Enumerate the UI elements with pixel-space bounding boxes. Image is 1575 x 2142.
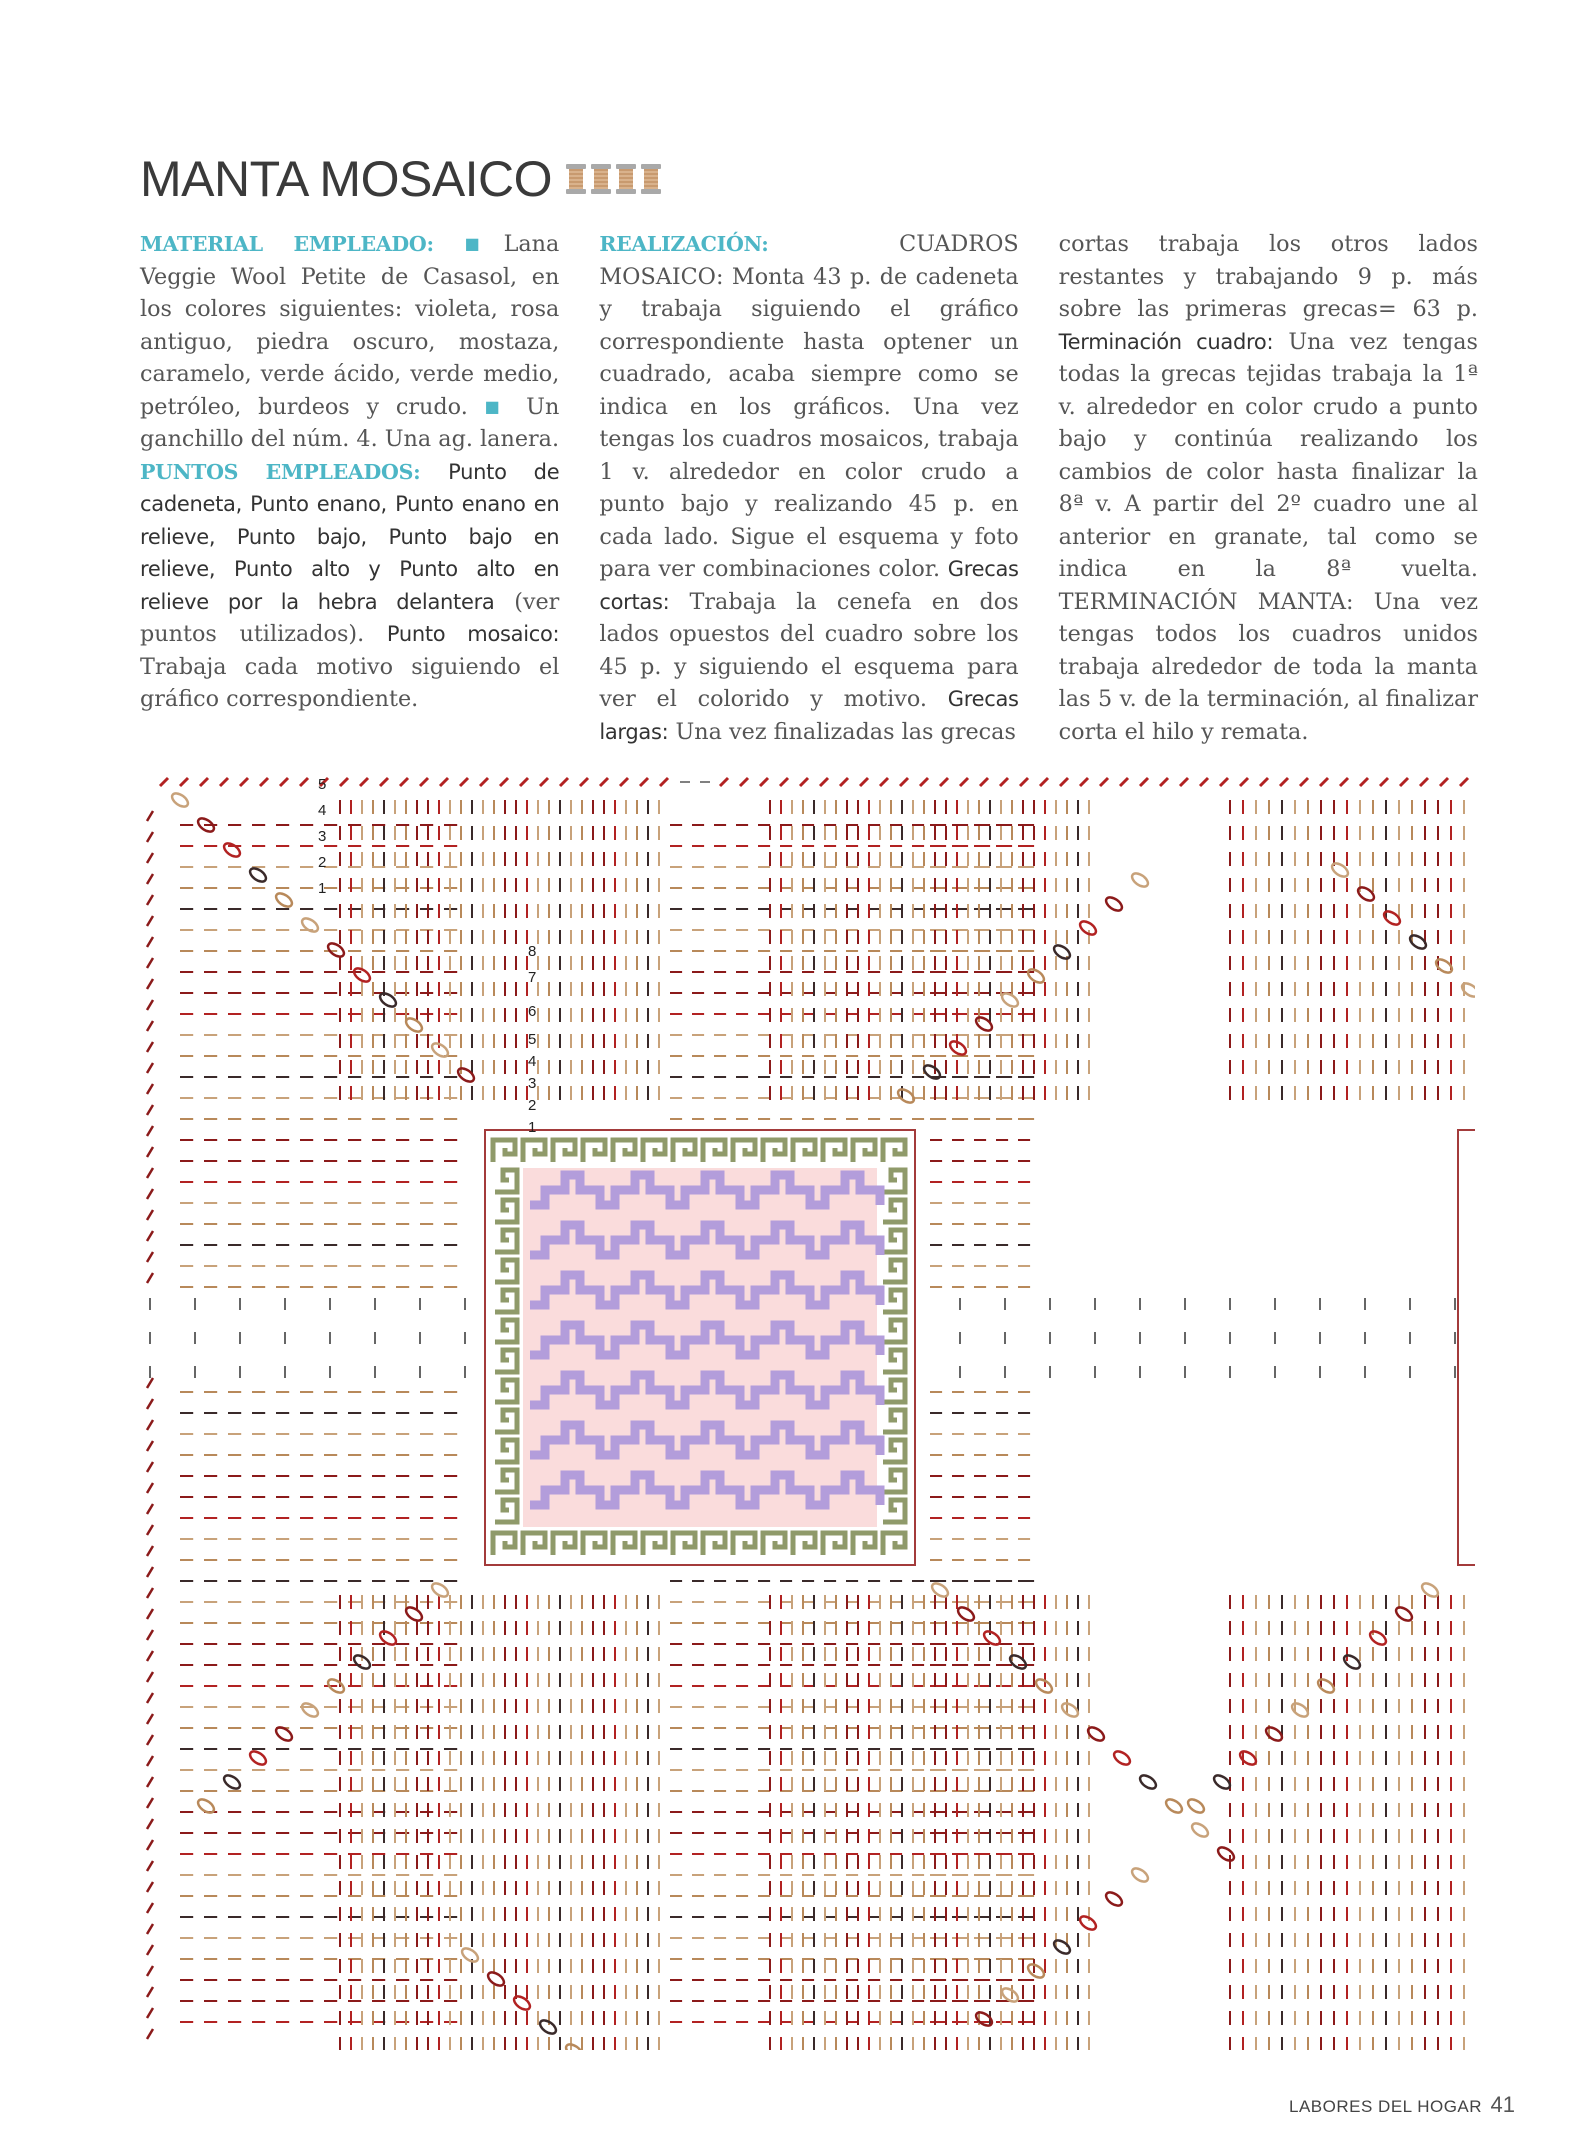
round-label-inner: 5 bbox=[528, 1031, 537, 1048]
chain-stitch bbox=[480, 778, 488, 786]
round-label-inner: 3 bbox=[528, 1075, 537, 1092]
edge-stitch bbox=[147, 1147, 153, 1157]
chain-stitch bbox=[1340, 778, 1348, 786]
chain-stitch bbox=[1040, 778, 1048, 786]
edge-stitch bbox=[147, 2008, 153, 2018]
column-2 bbox=[599, 228, 1018, 748]
chain-stitch bbox=[380, 778, 388, 786]
puff-stitch bbox=[1212, 1773, 1232, 1792]
edge-stitch bbox=[147, 1903, 153, 1913]
puff-stitch bbox=[404, 1016, 424, 1035]
puff-stitch bbox=[274, 891, 294, 910]
page-title bbox=[140, 150, 661, 208]
puff-stitch bbox=[538, 2018, 558, 2037]
edge-stitch bbox=[147, 1042, 153, 1052]
chain-stitch bbox=[860, 778, 868, 786]
material-text: Lana Veggie Wool Petite de Casasol, en los colores siguientes: violeta, rosa antiguo, piedra oscuro, mostaza, caramelo, verde ácido, verde medio, petróleo, burdeos y crudo. bbox=[140, 231, 560, 420]
chain-stitch bbox=[460, 778, 468, 786]
spool-icon bbox=[616, 164, 636, 194]
puntos-text-2: (ver puntos utilizados). bbox=[140, 588, 560, 647]
puff-stitch bbox=[1164, 1797, 1184, 1816]
chain-stitch bbox=[560, 778, 568, 786]
puff-stitch bbox=[1026, 1962, 1046, 1981]
puff-stitch bbox=[300, 1701, 320, 1720]
puff-stitch bbox=[456, 1066, 476, 1085]
puff-stitch bbox=[1078, 919, 1098, 938]
edge-stitch bbox=[147, 1987, 153, 1997]
chain-stitch bbox=[1200, 778, 1208, 786]
puff-stitch bbox=[1000, 991, 1020, 1010]
crochet-chart-svg bbox=[140, 760, 1475, 2050]
chain-stitch bbox=[620, 778, 628, 786]
edge-stitch bbox=[147, 1462, 153, 1472]
difficulty-rating bbox=[566, 164, 661, 194]
puff-stitch bbox=[352, 1653, 372, 1672]
chain-stitch bbox=[900, 778, 908, 786]
edge-stitch bbox=[147, 1126, 153, 1136]
puff-stitch bbox=[430, 1581, 450, 1600]
edge-stitch bbox=[147, 1378, 153, 1388]
page-footer bbox=[1289, 2092, 1515, 2118]
edge-stitch bbox=[147, 1861, 153, 1871]
edge-stitch bbox=[147, 895, 153, 905]
edge-stitch bbox=[147, 958, 153, 968]
chain-stitch bbox=[340, 778, 348, 786]
edge-stitch bbox=[147, 1798, 153, 1808]
realizacion-text: CUADROS MOSAICO: Monta 43 p. de cadeneta y trabaja siguiendo el gráfico correspondiente hasta optener un cuadrado, acaba siempre como se indica en los gráficos. Una vez tengas los cuadros mosaicos, trabaja 1 v. alrededor en color crudo a punto bajo y realizando 45 p. en cada lado. Sigue el esquema y foto para ver combinaciones color. bbox=[599, 231, 1019, 582]
edge-stitch bbox=[147, 1777, 153, 1787]
chain-stitch bbox=[1460, 778, 1468, 786]
material-paragraph bbox=[140, 228, 559, 456]
chain-stitch bbox=[1180, 778, 1188, 786]
chain-stitch bbox=[240, 778, 248, 786]
chain-stitch bbox=[180, 778, 188, 786]
puntos-heading: PUNTOS EMPLEADOS: bbox=[140, 459, 421, 484]
round-label-inner: 4 bbox=[528, 1053, 537, 1070]
chain-stitch bbox=[1020, 778, 1028, 786]
square-bullet-icon: ■ bbox=[464, 234, 504, 253]
chain-stitch bbox=[1160, 778, 1168, 786]
edge-stitch bbox=[147, 1882, 153, 1892]
edge-stitch bbox=[147, 1231, 153, 1241]
chain-stitch bbox=[540, 778, 548, 786]
spool-icon bbox=[641, 164, 661, 194]
puff-stitch bbox=[248, 866, 268, 885]
chain-stitch bbox=[1280, 778, 1288, 786]
chain-stitch bbox=[420, 778, 428, 786]
round-label-outer: 3 bbox=[318, 828, 327, 845]
chain-stitch bbox=[440, 778, 448, 786]
puff-stitch bbox=[1460, 981, 1475, 1000]
puff-stitch bbox=[1190, 1821, 1210, 1840]
chain-stitch bbox=[1000, 778, 1008, 786]
edge-stitch bbox=[147, 832, 153, 842]
chain-stitch bbox=[980, 778, 988, 786]
edge-stitch bbox=[147, 1483, 153, 1493]
edge-stitch bbox=[147, 1693, 153, 1703]
chain-stitch bbox=[940, 778, 948, 786]
puff-stitch bbox=[274, 1725, 294, 1744]
puff-stitch bbox=[974, 2010, 994, 2029]
puff-stitch bbox=[1130, 1866, 1150, 1885]
edge-stitch bbox=[147, 1714, 153, 1724]
edge-stitch bbox=[147, 1105, 153, 1115]
edge-stitch bbox=[147, 1441, 153, 1451]
edge-stitch bbox=[147, 1945, 153, 1955]
edge-stitch bbox=[147, 1756, 153, 1766]
puff-stitch bbox=[1078, 1914, 1098, 1933]
puff-stitch bbox=[170, 791, 190, 810]
chain-stitch bbox=[520, 778, 528, 786]
chain-stitch bbox=[720, 778, 728, 786]
chain-stitch bbox=[800, 778, 808, 786]
round-label-inner: 1 bbox=[528, 1119, 537, 1136]
chain-stitch bbox=[1420, 778, 1428, 786]
puff-stitch bbox=[1130, 871, 1150, 890]
round-label-outer: 2 bbox=[318, 854, 327, 871]
article-body bbox=[140, 228, 1478, 748]
edge-stitch bbox=[147, 1420, 153, 1430]
grecas-cortas-heading: Grecas cortas: bbox=[599, 557, 1019, 614]
magazine-name: LABORES DEL HOGAR bbox=[1289, 2097, 1483, 2116]
puff-stitch bbox=[1420, 1581, 1440, 1600]
edge-stitch bbox=[147, 1210, 153, 1220]
puff-stitch bbox=[352, 966, 372, 985]
edge-stitch bbox=[147, 1504, 153, 1514]
chain-stitch bbox=[260, 778, 268, 786]
chain-stitch bbox=[640, 778, 648, 786]
chain-stitch bbox=[1120, 778, 1128, 786]
chain-stitch bbox=[360, 778, 368, 786]
grecas-largas-text: Una vez finalizadas las grecas bbox=[675, 718, 1016, 745]
edge-stitch bbox=[147, 1063, 153, 1073]
puff-stitch bbox=[1138, 1773, 1158, 1792]
chain-stitch bbox=[1060, 778, 1068, 786]
round-label-inner: 7 bbox=[528, 969, 537, 986]
puff-stitch bbox=[1026, 967, 1046, 986]
mosaico-heading: Punto mosaico: bbox=[386, 622, 560, 646]
edge-stitch bbox=[147, 811, 153, 821]
column-1 bbox=[140, 228, 559, 748]
col3-text-2: Una vez tengas todas la grecas tejidas trabaja la 1ª v. alrededor en color crudo a punto bajo y continúa realizando los cambios de color hasta finalizar la 8ª v. A partir del 2º cuadro une al anterior en granate, tal como se indica en la 8ª vuelta. TERMINACIÓN MANTA: Una vez tengas todos los cuadros unidos trabaja alrededor de toda la manta las 5 v. de la terminación, al finalizar corta el hilo y remata. bbox=[1058, 328, 1478, 745]
round-label-inner: 2 bbox=[528, 1097, 537, 1114]
edge-stitch bbox=[147, 1630, 153, 1640]
puff-stitch bbox=[930, 1581, 950, 1600]
puff-stitch bbox=[974, 1015, 994, 1034]
page-number: 41 bbox=[1490, 2092, 1515, 2117]
material-heading: MATERIAL EMPLEADO: bbox=[140, 232, 434, 256]
chain-stitch bbox=[400, 778, 408, 786]
round-label-outer: 4 bbox=[318, 802, 327, 819]
chain-stitch bbox=[960, 778, 968, 786]
puff-stitch bbox=[1052, 1938, 1072, 1957]
chain-stitch bbox=[1400, 778, 1408, 786]
next-square-frame bbox=[1458, 1130, 1475, 1565]
chain-stitch bbox=[160, 778, 168, 786]
chain-stitch bbox=[1380, 778, 1388, 786]
chain-stitch bbox=[580, 778, 588, 786]
spool-icon bbox=[591, 164, 611, 194]
chain-stitch bbox=[1240, 778, 1248, 786]
realizacion-paragraph bbox=[599, 228, 1018, 748]
edge-stitch bbox=[147, 1651, 153, 1661]
puff-stitch bbox=[922, 1063, 942, 1082]
puff-stitch bbox=[1086, 1725, 1106, 1744]
edge-stitch bbox=[147, 1273, 153, 1283]
puntos-paragraph bbox=[140, 456, 559, 716]
edge-stitch bbox=[147, 1021, 153, 1031]
terminacion-heading: Terminación cuadro: bbox=[1058, 329, 1274, 354]
edge-stitch bbox=[147, 1609, 153, 1619]
mosaico-text: Trabaja cada motivo siguiendo el gráfico correspondiente. bbox=[140, 653, 560, 712]
title-text: MANTA MOSAICO bbox=[140, 151, 553, 207]
edge-stitch bbox=[147, 1735, 153, 1745]
puff-stitch bbox=[300, 916, 320, 935]
round-label-inner: 6 bbox=[528, 1003, 537, 1020]
col3-text-1: cortas trabaja los otros lados restantes y trabajando 9 p. más sobre las primeras grecas= 63 p. bbox=[1058, 231, 1478, 322]
puff-stitch bbox=[1186, 1797, 1206, 1816]
round-label-inner: 8 bbox=[528, 943, 537, 960]
edge-stitch bbox=[147, 937, 153, 947]
chain-stitch bbox=[500, 778, 508, 786]
edge-stitch bbox=[147, 1672, 153, 1682]
grecas-cortas-text: Trabaja la cenefa en dos lados opuestos del cuadro sobre los 45 p. y siguiendo el esquema para ver el colorido y motivo. bbox=[599, 588, 1019, 712]
edge-stitch bbox=[147, 1525, 153, 1535]
material-text-2: Un ganchillo del núm. 4. Una ag. lanera. bbox=[140, 393, 560, 452]
round-label-outer: 1 bbox=[318, 880, 327, 897]
edge-stitch bbox=[147, 1252, 153, 1262]
chain-stitch bbox=[1140, 778, 1148, 786]
chain-stitch bbox=[760, 778, 768, 786]
edge-stitch bbox=[147, 1819, 153, 1829]
puff-stitch bbox=[1008, 1653, 1028, 1672]
chain-stitch bbox=[660, 778, 668, 786]
edge-stitch bbox=[147, 916, 153, 926]
puff-stitch bbox=[404, 1605, 424, 1624]
chain-stitch bbox=[1220, 778, 1228, 786]
edge-stitch bbox=[147, 1567, 153, 1577]
chain-stitch bbox=[880, 778, 888, 786]
puff-stitch bbox=[460, 1946, 480, 1965]
edge-stitch bbox=[147, 1966, 153, 1976]
edge-stitch bbox=[147, 1924, 153, 1934]
chain-stitch bbox=[820, 778, 828, 786]
chain-stitch bbox=[1360, 778, 1368, 786]
edge-stitch bbox=[147, 853, 153, 863]
puff-stitch bbox=[222, 841, 242, 860]
puff-stitch bbox=[1104, 895, 1124, 914]
puff-stitch bbox=[1216, 1845, 1236, 1864]
round-label-outer: 5 bbox=[318, 776, 327, 793]
chain-stitch bbox=[1100, 778, 1108, 786]
chain-stitch bbox=[220, 778, 228, 786]
edge-stitch bbox=[147, 1840, 153, 1850]
chain-stitch bbox=[840, 778, 848, 786]
puff-stitch bbox=[222, 1773, 242, 1792]
puff-stitch bbox=[956, 1605, 976, 1624]
puff-stitch bbox=[248, 1749, 268, 1768]
chain-stitch bbox=[1320, 778, 1328, 786]
edge-stitch bbox=[147, 2029, 153, 2039]
chain-stitch bbox=[780, 778, 788, 786]
puntos-text: Punto de cadeneta, Punto enano, Punto enano en relieve, Punto bajo, Punto bajo en relieve, Punto alto y Punto alto en relieve por la hebra delantera bbox=[140, 459, 560, 614]
chain-stitch bbox=[1080, 778, 1088, 786]
edge-stitch bbox=[147, 979, 153, 989]
puff-stitch bbox=[196, 1797, 216, 1816]
edge-stitch bbox=[147, 1000, 153, 1010]
edge-stitch bbox=[147, 1588, 153, 1598]
edge-stitch bbox=[147, 1546, 153, 1556]
realizacion-heading: REALIZACIÓN: bbox=[599, 232, 769, 256]
column-3 bbox=[1059, 228, 1478, 748]
puff-stitch bbox=[486, 1970, 506, 1989]
puff-stitch bbox=[1052, 943, 1072, 962]
chain-stitch bbox=[200, 778, 208, 786]
puff-stitch bbox=[512, 1994, 532, 2013]
edge-stitch bbox=[147, 1189, 153, 1199]
chain-stitch bbox=[1260, 778, 1268, 786]
chain-stitch bbox=[1300, 778, 1308, 786]
chain-stitch bbox=[300, 778, 308, 786]
chain-stitch bbox=[280, 778, 288, 786]
edge-stitch bbox=[147, 1084, 153, 1094]
chain-stitch bbox=[920, 778, 928, 786]
square-bullet-icon: ■ bbox=[484, 396, 510, 416]
edge-stitch bbox=[147, 1399, 153, 1409]
terminacion-paragraph bbox=[1059, 228, 1478, 748]
puff-stitch bbox=[1112, 1749, 1132, 1768]
chain-stitch bbox=[600, 778, 608, 786]
puff-stitch bbox=[1104, 1890, 1124, 1909]
grecas-largas-heading: Grecas largas: bbox=[599, 687, 1019, 744]
edge-stitch bbox=[147, 874, 153, 884]
chain-stitch bbox=[740, 778, 748, 786]
crochet-chart bbox=[140, 760, 1475, 2050]
chain-stitch bbox=[1440, 778, 1448, 786]
spool-icon bbox=[566, 164, 586, 194]
edge-stitch bbox=[147, 1168, 153, 1178]
